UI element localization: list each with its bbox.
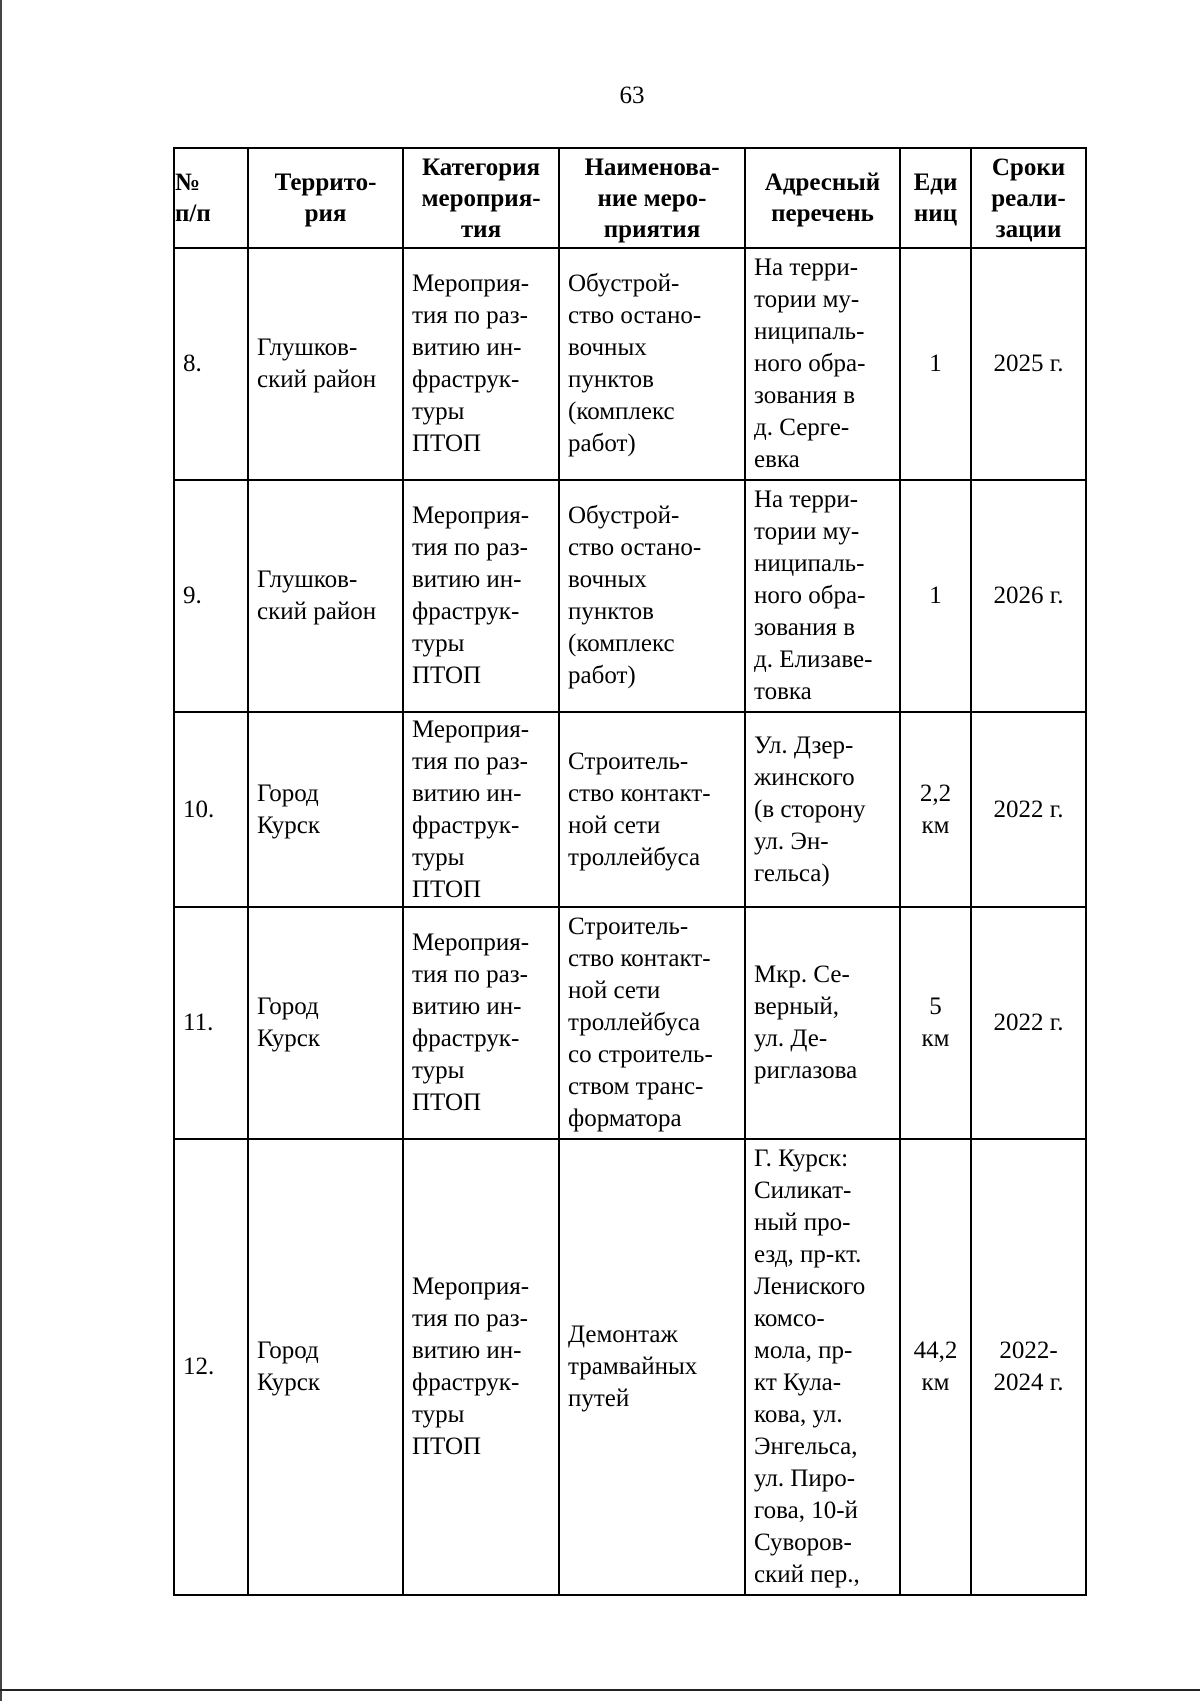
table-row	[174, 907, 1086, 1139]
table-row	[174, 248, 1086, 480]
row-territory: Глушков- ский район	[248, 248, 403, 480]
row-category: Мероприя- тия по раз- витию ин- фраструк- туры ПТОП	[403, 480, 559, 712]
row-units: 44,2 км	[900, 1139, 971, 1595]
row-number: 8.	[174, 248, 248, 480]
row-address: Г. Курск: Силикат- ный про- езд, пр-кт. Лениского комсо- мола, пр- кт Кула- кова, ул. Энгельса, ул. Пиро- гова, 10-й Суворов- ский пер.,	[745, 1139, 900, 1595]
table-row	[174, 712, 1086, 907]
header-territory: Террито- рия	[248, 148, 403, 248]
row-address: На терри- тории му- ниципаль- ного обра- зования в д. Серге- евка	[745, 248, 900, 480]
row-units: 1	[900, 480, 971, 712]
row-category: Мероприя- тия по раз- витию ин- фраструк- туры ПТОП	[403, 907, 559, 1139]
table-row	[174, 480, 1086, 712]
row-term: 2026 г.	[971, 480, 1086, 712]
row-territory: Глушков- ский район	[248, 480, 403, 712]
row-measure-name: Демонтаж трамвайных путей	[559, 1139, 745, 1595]
row-units: 2,2 км	[900, 712, 971, 907]
row-category: Мероприя- тия по раз- витию ин- фраструк- туры ПТОП	[403, 1139, 559, 1595]
row-category: Мероприя- тия по раз- витию ин- фраструк- туры ПТОП	[403, 248, 559, 480]
header-term: Сроки реали- зации	[971, 148, 1086, 248]
page-number: 63	[619, 82, 645, 109]
row-number: 12.	[174, 1139, 248, 1595]
row-address: На терри- тории му- ниципаль- ного обра- зования в д. Елизаве- товка	[745, 480, 900, 712]
table-row	[174, 1139, 1086, 1595]
header-address-list: Адресный перечень	[745, 148, 900, 248]
row-territory: Город Курск	[248, 712, 403, 907]
row-measure-name: Строитель- ство контакт- ной сети троллейбуса со строитель- ством транс- форматора	[559, 907, 745, 1139]
table-header-row	[174, 148, 1086, 248]
measures-table	[173, 147, 1087, 1596]
row-measure-name: Строитель- ство контакт- ной сети троллейбуса	[559, 712, 745, 907]
header-category: Категория мероприя- тия	[403, 148, 559, 248]
row-territory: Город Курск	[248, 1139, 403, 1595]
scan-left-edge	[0, 0, 2, 1701]
header-units: Еди ниц	[900, 148, 971, 248]
header-measure-name: Наименова- ние меро- приятия	[559, 148, 745, 248]
row-term: 2022 г.	[971, 712, 1086, 907]
row-term: 2025 г.	[971, 248, 1086, 480]
row-category: Мероприя- тия по раз- витию ин- фраструк- туры ПТОП	[403, 712, 559, 907]
row-units: 1	[900, 248, 971, 480]
row-number: 11.	[174, 907, 248, 1139]
row-measure-name: Обустрой- ство остано- вочных пунктов (комплекс работ)	[559, 248, 745, 480]
scan-bottom-edge	[0, 1689, 1200, 1691]
row-measure-name: Обустрой- ство остано- вочных пунктов (комплекс работ)	[559, 480, 745, 712]
row-units: 5 км	[900, 907, 971, 1139]
row-term: 2022 г.	[971, 907, 1086, 1139]
row-number: 9.	[174, 480, 248, 712]
row-address: Мкр. Се- верный, ул. Де- риглазова	[745, 907, 900, 1139]
row-number: 10.	[174, 712, 248, 907]
row-term: 2022- 2024 г.	[971, 1139, 1086, 1595]
row-territory: Город Курск	[248, 907, 403, 1139]
header-number: № п/п	[174, 148, 248, 248]
row-address: Ул. Дзер- жинского (в сторону ул. Эн- гельса)	[745, 712, 900, 907]
